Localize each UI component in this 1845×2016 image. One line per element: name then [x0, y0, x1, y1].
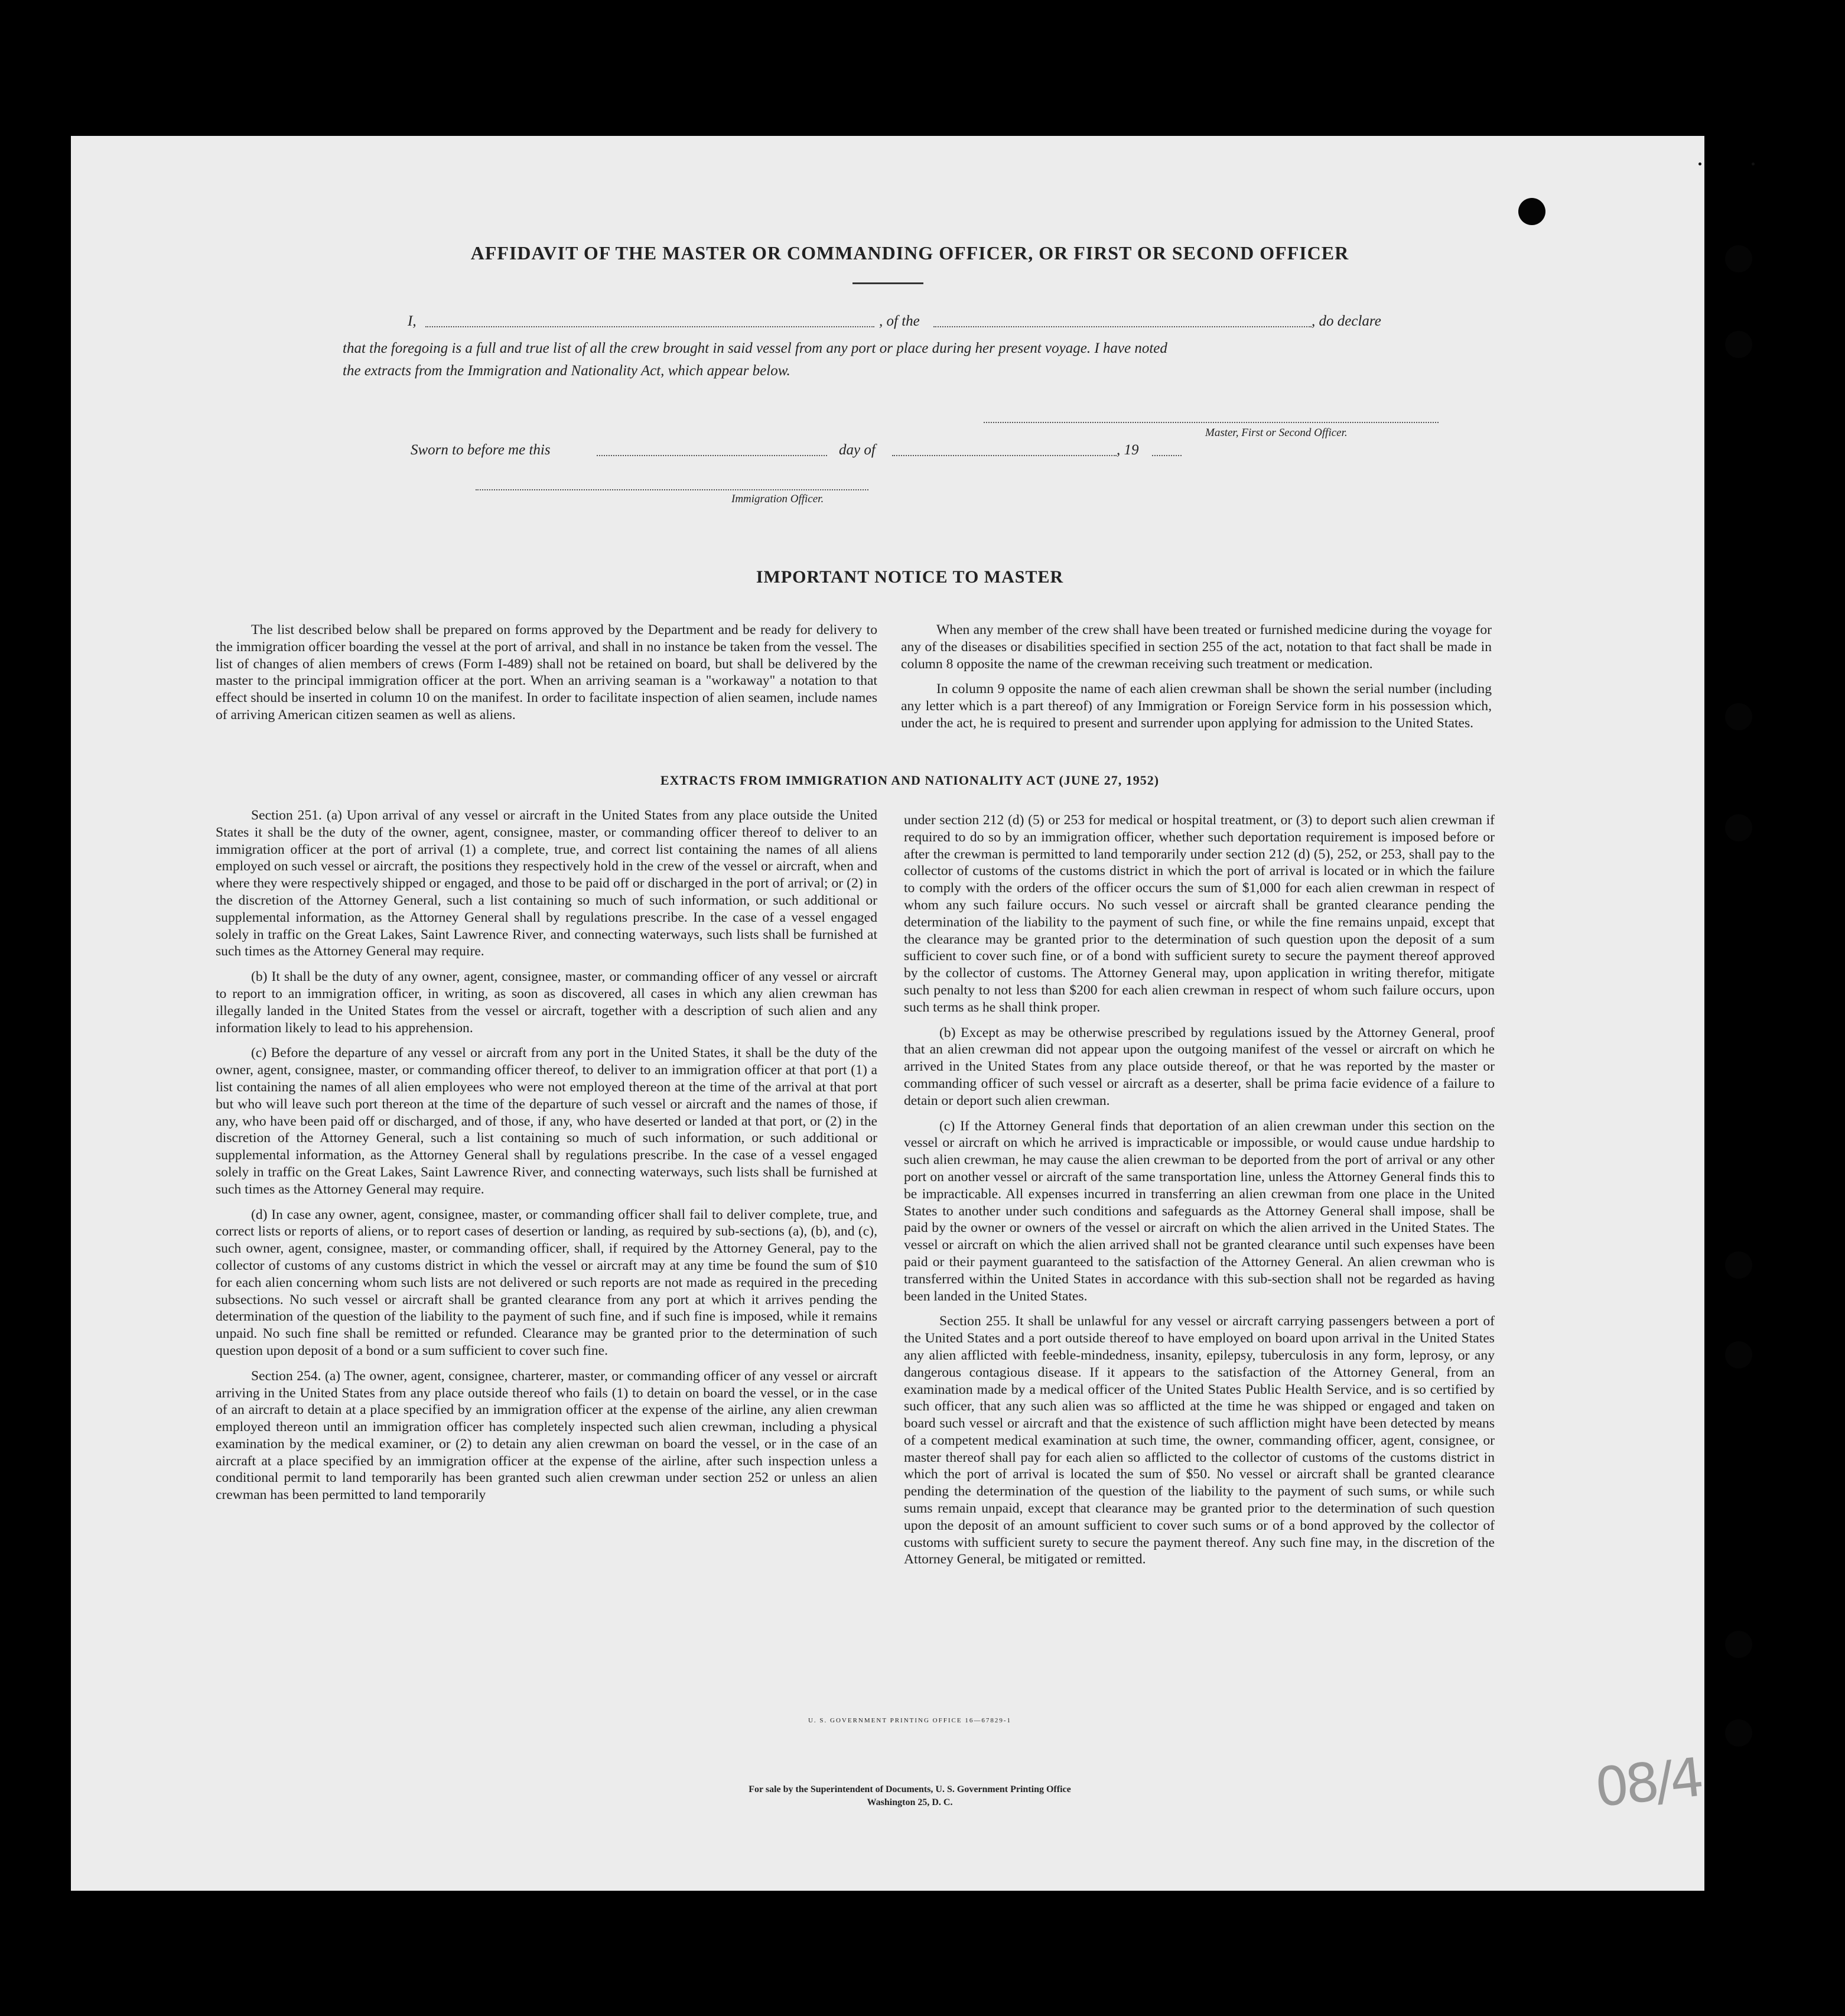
section-251d: (d) In case any owner, agent, consignee, master, or commanding officer shall fail to deliver complete, true, and correct lists or reports of aliens, or to report cases of desertion or landing, as required by sub-sections (a), (b), and (c), such owner, agent, consignee, master, or commanding officer, shall, if required by the Attorney General, pay to the collector of customs of any customs district in which the vessel or aircraft may at any time be found the sum of $10 for each alien concerning whom such lists are not delivered or such reports are not made as required in the preceding subsections. No such vessel or aircraft shall be granted clearance from any port at which it arrives pending the determination of the question of the liability to the payment of such fine, and if such fine is imposed, while it remains unpaid. No such fine shall be remitted or refunded. Clearance may be granted prior to the determination of such question upon deposit of a bond or a sum sufficient to cover such fine. [216, 1207, 877, 1358]
affidavit-title: AFFIDAVIT OF THE MASTER OR COMMANDING OFFICER, OR FIRST OR SECOND OFFICER [470, 242, 1349, 264]
section-254c: (c) If the Attorney General finds that deportation of an alien crewman under this section on the vessel or aircraft on which he arrived is impracticable or impossible, or would cause undue hardship to such alien crewman, he may cause the alien crewman to be deported from the port of arrival or any other port on another vessel or aircraft of the same transportation line, unless the Attorney General finds this to be impracticable. All expenses incurred in transferring an alien crewman from one place in the United States to another under such conditions and safeguards as the Attorney General shall impose, shall be paid by the owner or owners of the vessel or aircraft on which the alien arrived in the United States. The vessel or aircraft on which the alien arrived shall not be granted clearance until such expenses have been paid or their payment guaranteed to the satisfaction of the Attorney General. An alien crewman who is transferred within the United States in accordance with this sub-section shall not be regarded as having been landed in the United States. [904, 1118, 1495, 1304]
vessel-line [933, 326, 1312, 327]
notice-title: IMPORTANT NOTICE TO MASTER [756, 567, 1064, 587]
section-254a-continued: under section 212 (d) (5) or 253 for medical or hospital treatment, or (3) to deport such alien crewman if required to do so by an immigration officer, whether such deportation requirement is imposed before or after the crewman is permitted to land temporarily under section 212 (d) (5), 252, or 253, shall pay to the collector of customs of the customs district in which the port of arrival is located or in which the failure to comply with the orders of the officer occurs the sum of $1,000 for each alien crewman in respect of whom any such failure occurs. No such vessel or aircraft shall be granted clearance pending the determination of the liability to the payment of such fine, or while the fine remains unpaid, except that the clearance may be granted prior to the determination of such question upon the deposit of a sum sufficient to cover such fine, or of a bond with sufficient surety to secure the payment thereof approved by the collector of customs. The Attorney General may, upon application in writing therefor, mitigate such penalty to not less than $200 for each alien crewman in respect of whom such failure occurs, upon such terms as he shall think proper. [904, 812, 1495, 1015]
extracts-left-column [216, 807, 877, 1504]
affidavit-do-declare: , do declare [1312, 313, 1381, 329]
document-page [71, 136, 1704, 1891]
punch-hole [1725, 1719, 1752, 1747]
section-255: Section 255. It shall be unlawful for any vessel or aircraft carrying passengers between a port of the United States and a port outside thereof to have employed on board upon arrival in the United States any alien afflicted with feeble-mindedness, insanity, epilepsy, tuberculosis in any form, leprosy, or any dangerous contagious disease. If it appears to the satisfaction of the Attorney General, from an examination made by a medical officer of the United States Public Health Service, and is so certified by such officer, that any such alien was so afflicted at the time he was shipped or engaged and taken on board such vessel or aircraft and that the existence of such affliction might have been detected by means of a competent medical examination at such time, the owner, commanding officer, agent, consignee, or master thereof shall pay for each alien so afflicted to the collector of customs of the customs district in which the port of arrival is located the sum of $50. No vessel or aircraft shall be granted clearance pending the determination of the question of the liability to the payment of such sums, or while such sums remain unpaid, except that clearance may be granted prior to the determination of such question upon the deposit of an amount sufficient to cover such sums or of a bond approved by the collector of customs with sufficient surety to secure the payment thereof. Any such fine may, in the discretion of the Attorney General, be mitigated or remitted. [904, 1313, 1495, 1568]
punch-hole [1725, 703, 1752, 730]
section-251b: (b) It shall be the duty of any owner, agent, consignee, master, or commanding officer of any vessel or aircraft to report to an immigration officer, in writing, as soon as discovered, all cases in which any alien crewman has illegally landed in the United States from the vessel or aircraft, together with a description of such alien and any information likely to lead to his apprehension. [216, 969, 877, 1036]
handwritten-annotation: 08/4 [1592, 1746, 1704, 1820]
year-label: , 19 [1117, 442, 1139, 458]
notice-left-paragraph: The list described below shall be prepared on forms approved by the Department and be ready for delivery to the immigration officer boarding the vessel at the port of arrival, and shall in no instance be taken from the vessel. The list of changes of alien members of crews (Form I-489) shall not be retained on board, but shall be delivered by the master to the principal immigration officer at the port. When an arriving seaman is a "workaway" a notation to that effect should be inserted in column 10 on the manifest. In order to facilitate inspection of alien seamen, include names of arriving American citizen seamen as well as aliens. [216, 622, 877, 723]
section-254a: Section 254. (a) The owner, agent, consignee, charterer, master, or commanding officer of any vessel or aircraft arriving in the United States from any place outside thereof who fails (1) to detain on board the vessel, or in the case of an aircraft to detain at a place specified by an immigration officer at the expense of the airline, any alien crewman employed thereon until an immigration officer has completely inspected such alien crewman, including a physical examination by the medical examiner, or (2) to detain any alien crewman on board the vessel, or in the case of an aircraft at a place specified by an immigration officer at the expense of the airline, after such inspection unless a conditional permit to land temporarily has been granted such alien crewman under section 252 or unless an alien crewman has been permitted to land temporarily [216, 1368, 877, 1503]
immigration-officer-label: Immigration Officer. [731, 493, 824, 505]
officer-signature-line [476, 489, 868, 490]
affidavit-of-the: , of the [879, 313, 920, 329]
affidavit-i: I, [408, 313, 416, 329]
affidavit-line2: that the foregoing is a full and true list of all the crew brought in said vessel from any port or place during her present voyage. I have noted [343, 340, 1167, 356]
sworn-label: Sworn to before me this [411, 442, 551, 458]
punch-hole [1725, 814, 1752, 841]
punch-hole [1725, 1251, 1752, 1279]
notice-right-paragraph-2: In column 9 opposite the name of each alien crewman shall be shown the serial number (including any letter which is a part thereof) of any Immigration or Foreign Service form in his possession which, under the act, he is required to present and surrender upon applying for admission to the United States. [901, 681, 1492, 731]
affidavit-line3: the extracts from the Immigration and Nationality Act, which appear below. [343, 363, 790, 379]
day-of-label: day of [839, 442, 876, 458]
footer-line-2: Washington 25, D. C. [867, 1797, 953, 1807]
notice-right-paragraph-1: When any member of the crew shall have been treated or furnished medicine during the voyage for any of the diseases or disabilities specified in section 255 of the act, notation to that fact shall be made in column 8 opposite the name of the crewman receiving such treatment or medication. [901, 622, 1492, 672]
title-rule [852, 282, 923, 284]
punch-hole [1725, 1631, 1752, 1658]
punch-hole [1725, 331, 1752, 358]
month-line [892, 455, 1117, 456]
sworn-day-line [597, 455, 827, 456]
gpo-line: U. S. GOVERNMENT PRINTING OFFICE 16—67829-1 [808, 1717, 1011, 1724]
year-line [1152, 455, 1182, 456]
speck [1698, 162, 1701, 165]
section-251c: (c) Before the departure of any vessel or aircraft from any port in the United States, it shall be the duty of the owner, agent, consignee, master, or commanding officer thereof, to deliver to an immigration officer at that port (1) a list containing the names of all alien employees who were not employed thereon at the time of the arrival at that port but who will leave such port thereon at the time of the departure of such vessel or aircraft and the names of those, if any, who have been paid off or discharged, and of those, if any, who have deserted or landed at that port, or (2) in the discretion of the Attorney General, such a list containing so much of such information, or such additional or supplemental information, as the Attorney General shall by regulations prescribe. In the case of a vessel engaged solely in traffic on the Great Lakes, Saint Lawrence River, and connecting waterways, such lists shall be furnished at such times as the Attorney General may require. [216, 1045, 877, 1197]
punch-hole [1725, 245, 1752, 272]
notice-right-column [901, 622, 1492, 732]
master-signature-label: Master, First or Second Officer. [1205, 427, 1348, 439]
name-line [425, 326, 874, 327]
section-251a: Section 251. (a) Upon arrival of any vessel or aircraft in the United States from any place outside the United States it shall be the duty of the owner, agent, consignee, master, or commanding officer thereof to deliver to an immigration officer at the port of arrival (1) a complete, true, and correct list containing the names of all aliens employed on such vessel or aircraft, the positions they respectively hold in the crew of the vessel or aircraft, when and where they were respectively shipped or engaged, and those to be paid off or discharged in the port of arrival; or (2) in the discretion of the Attorney General, such a list containing so much of such information, or such additional or supplemental information, as the Attorney General shall by regulations prescribe. In the case of a vessel engaged solely in traffic on the Great Lakes, Saint Lawrence River, and connecting waterways, such lists shall be furnished at such times as the Attorney General may require. [216, 808, 877, 960]
master-signature-line [984, 422, 1439, 423]
punch-hole [1725, 1341, 1752, 1368]
speck [1752, 162, 1755, 165]
punch-hole [1518, 198, 1545, 225]
footer-line-1: For sale by the Superintendent of Documents, U. S. Government Printing Office [749, 1784, 1071, 1794]
extracts-title: EXTRACTS FROM IMMIGRATION AND NATIONALITY ACT (JUNE 27, 1952) [660, 773, 1160, 788]
notice-left-column [216, 622, 877, 724]
extracts-right-column [904, 812, 1495, 1568]
section-254b: (b) Except as may be otherwise prescribed by regulations issued by the Attorney General, proof that an alien crewman did not appear upon the outgoing manifest of the vessel or aircraft on which he arrived in the United States from any place outside thereof, or that he was reported by the master or commanding officer of such vessel or aircraft as a deserter, shall be prima facie evidence of a failure to detain or deport such alien crewman. [904, 1025, 1495, 1108]
